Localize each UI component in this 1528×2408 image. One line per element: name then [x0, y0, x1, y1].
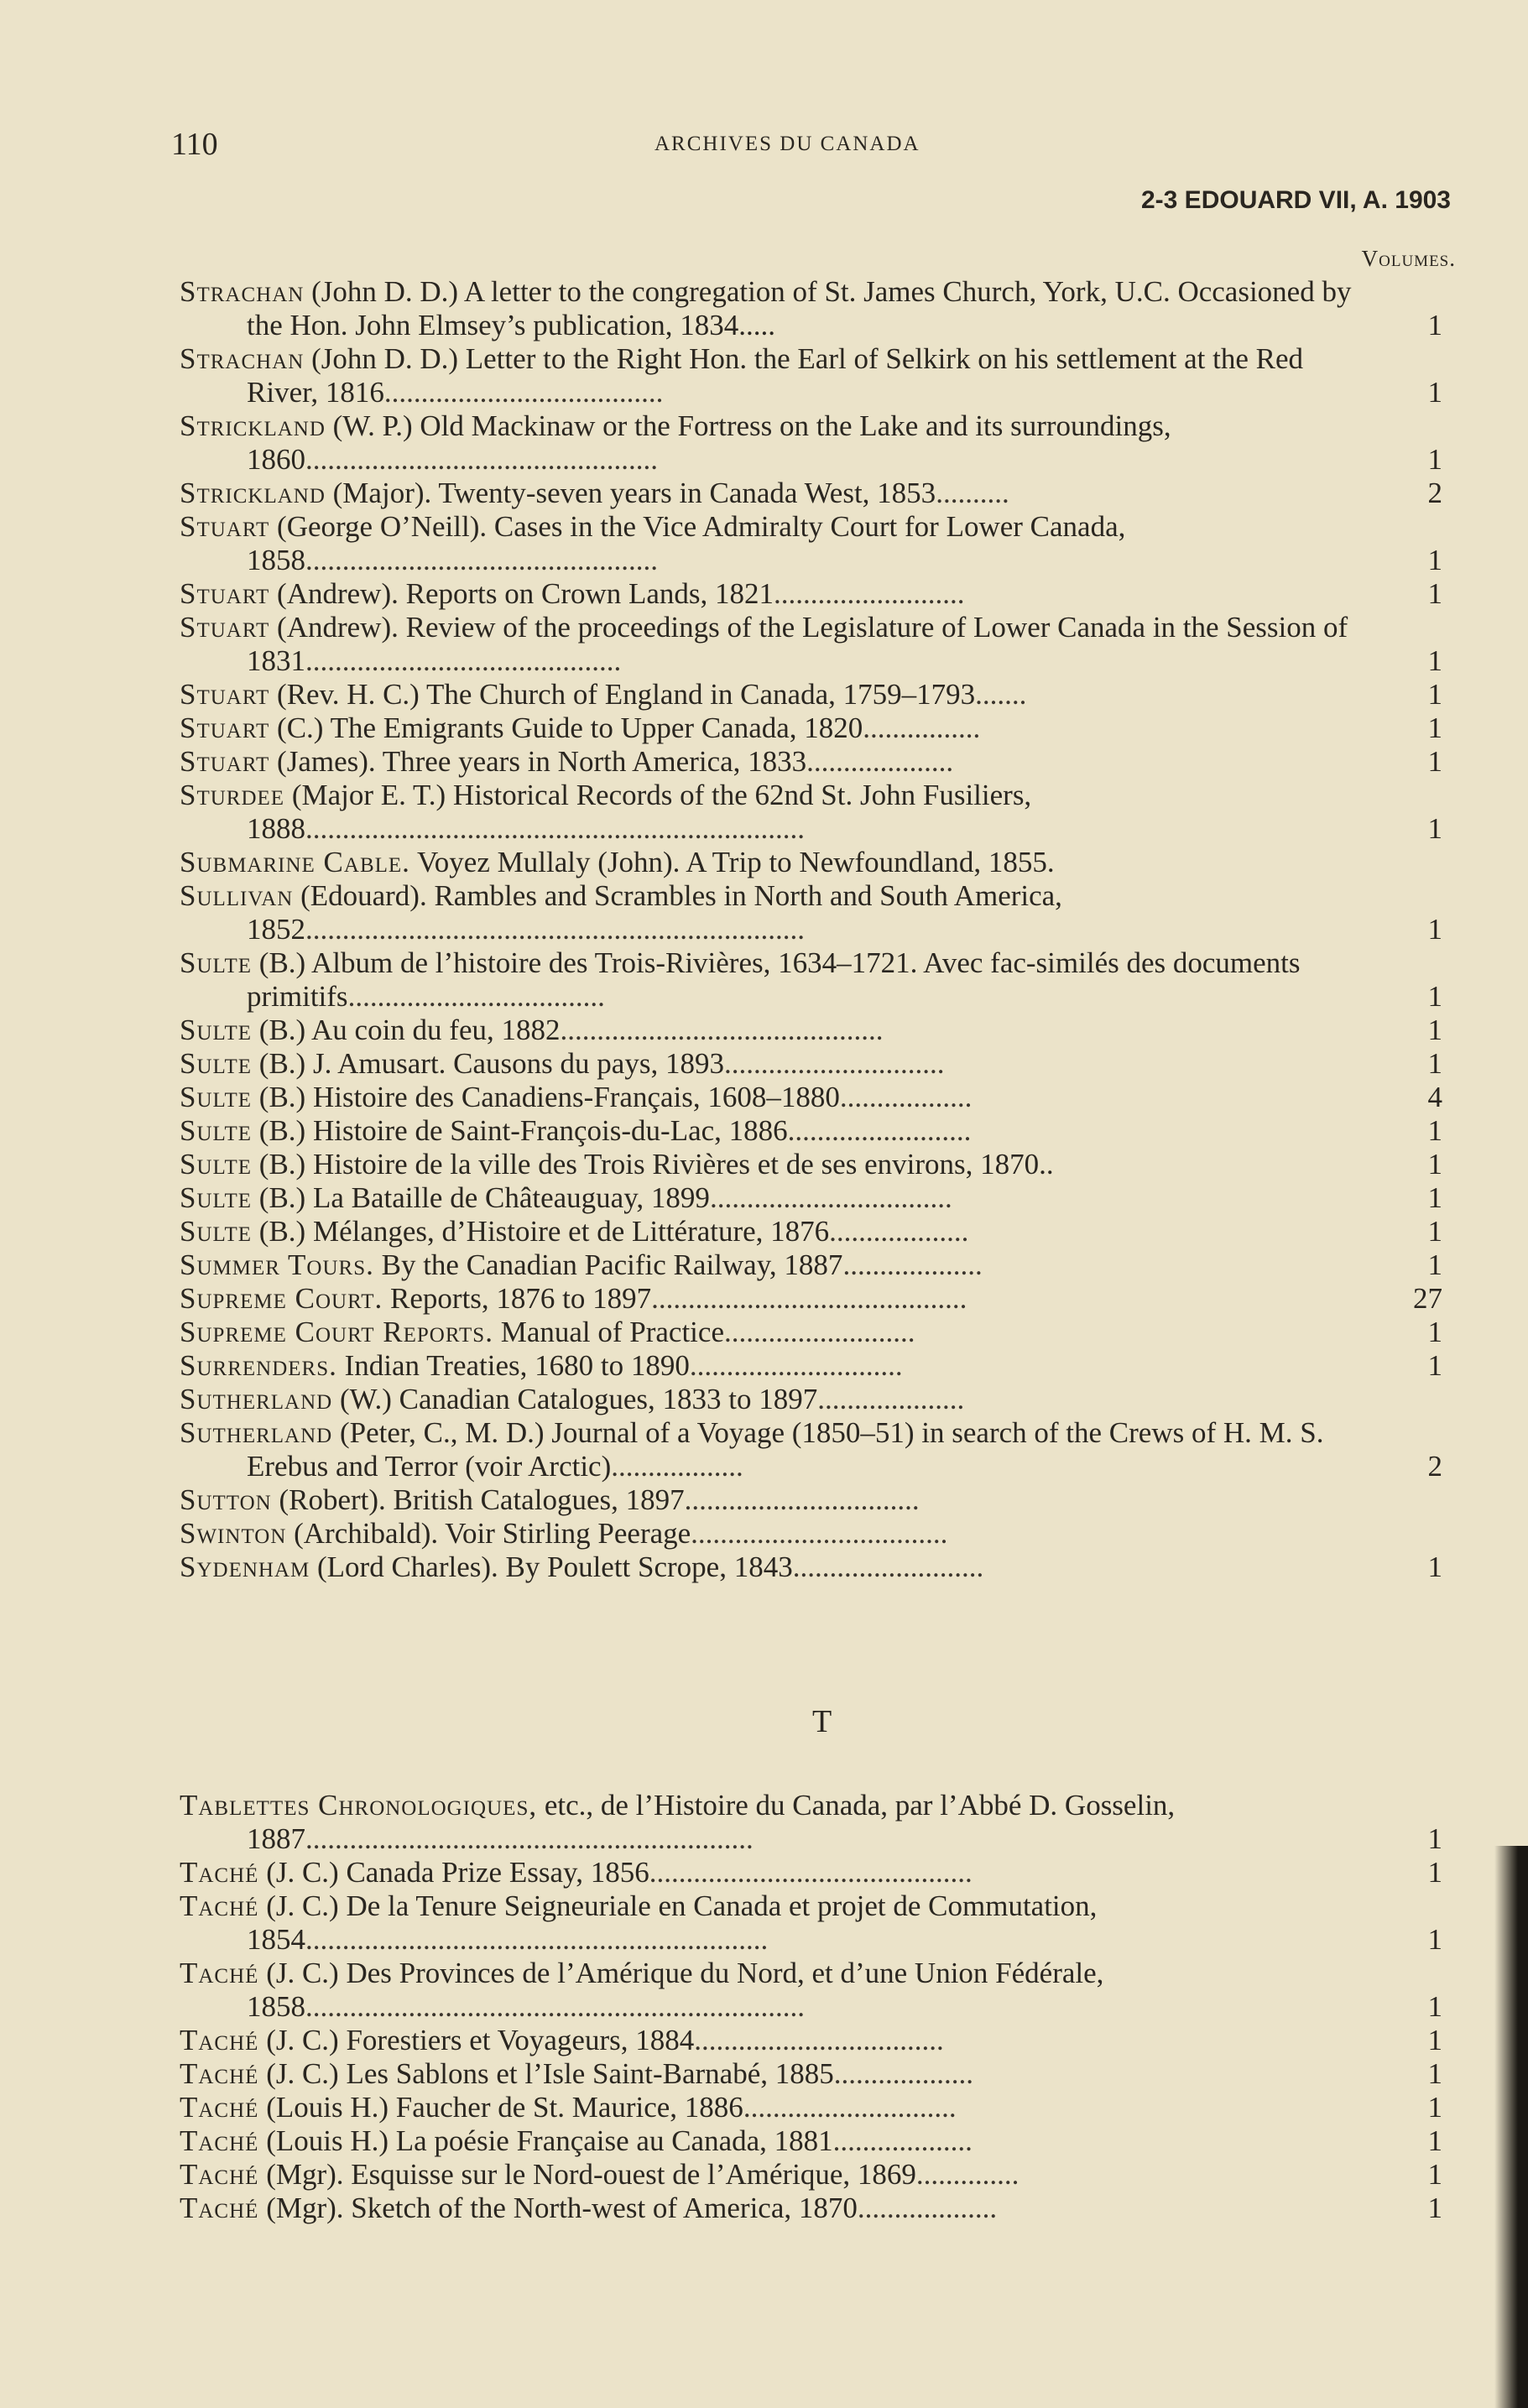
entry-heading: Sutton — [180, 1483, 272, 1516]
dot-leader: ....... — [975, 678, 1027, 711]
entry-heading: Taché — [180, 2192, 259, 2224]
entry-text — [180, 1014, 1379, 1047]
volume-count: 1 — [1427, 711, 1442, 744]
entry-heading: Taché — [180, 1856, 259, 1889]
entry-heading: Taché — [180, 2057, 259, 2090]
entry-text — [180, 1551, 1379, 1584]
catalogue-entry — [180, 879, 1442, 946]
entry-text — [180, 510, 1379, 577]
entry-text — [180, 678, 1379, 711]
entry-heading: Sullivan — [180, 879, 294, 912]
catalogue-entry — [180, 711, 1442, 745]
entry-heading: Supreme Court. — [180, 1282, 383, 1315]
catalogue-entry — [180, 1789, 1442, 1856]
volume-count: 1 — [1427, 812, 1442, 845]
entry-heading: Stuart — [180, 711, 270, 744]
volume-count: 1 — [1427, 2024, 1442, 2056]
entry-text — [180, 2091, 1379, 2124]
volume-count: 1 — [1427, 1114, 1442, 1147]
dot-leader: ................ — [863, 711, 981, 744]
volume-count: 1 — [1427, 1215, 1442, 1248]
catalogue-entry — [180, 1957, 1442, 2024]
dot-leader: ............................................................... — [305, 1923, 769, 1956]
catalogue-entry — [180, 2192, 1442, 2225]
entry-title: (J. C.) Forestiers et Voyageurs, 1884 — [258, 2024, 695, 2056]
entry-title: (Louis H.) La poésie Française au Canada, 1881 — [258, 2124, 833, 2157]
catalogue-entry — [180, 1483, 1438, 1517]
entry-title: (Edouard). Rambles and Scrambles in North and South America, 1852 — [247, 879, 1062, 946]
entry-heading: Sutherland — [180, 1383, 333, 1415]
entry-heading: Strickland — [180, 409, 326, 442]
entry-title: (John D. D.) A letter to the congregation of St. James Church, York, U.C. Occasioned by the Hon. John Elmsey’s publication, 1834..... — [247, 275, 1352, 341]
entry-text — [180, 1316, 1379, 1349]
dot-leader: ................... — [832, 2124, 973, 2157]
dot-leader: ............................. — [743, 2091, 957, 2124]
volume-count: 1 — [1427, 2158, 1442, 2191]
volume-count: 1 — [1427, 1316, 1442, 1348]
entry-text — [180, 577, 1379, 611]
entry-title: (Mgr). Sketch of the North-west of America, 1870 — [258, 2192, 858, 2224]
entry-text — [180, 2158, 1379, 2192]
entry-heading: Sulte — [180, 946, 253, 979]
entry-text — [180, 1282, 1379, 1316]
entry-heading: Taché — [180, 1957, 259, 1989]
entry-text — [180, 946, 1379, 1014]
entry-text — [180, 2124, 1379, 2158]
dot-leader: ................................... — [691, 1517, 948, 1550]
dot-leader: .................................. — [694, 2024, 944, 2056]
catalogue-entry — [180, 1416, 1442, 1483]
entry-title: (Andrew). Review of the proceedings of the Legislature of Lower Canada in the Session of 1831 — [247, 611, 1348, 677]
dot-leader: .................................................................... — [305, 1990, 805, 2023]
dot-leader: ................................................ — [305, 544, 658, 576]
entry-title: (Louis H.) Faucher de St. Maurice, 1886 — [258, 2091, 743, 2124]
page-edge-shadow — [1494, 1846, 1528, 2408]
entry-heading: Sulte — [180, 1148, 253, 1181]
dot-leader: ............................................ — [560, 1014, 884, 1046]
entry-heading: Taché — [180, 2124, 259, 2157]
entry-text — [180, 1248, 1379, 1282]
entry-heading: Swinton — [180, 1517, 287, 1550]
volume-count: 1 — [1427, 980, 1442, 1013]
dot-leader: ................... — [857, 2192, 998, 2224]
entry-text — [180, 2057, 1379, 2091]
entry-heading: Stuart — [180, 611, 270, 644]
entry-title: (Mgr). Esquisse sur le Nord-ouest de l’Amérique, 1869 — [258, 2158, 916, 2191]
volumes-column-heading: Volumes. — [1361, 246, 1456, 271]
dot-leader: .................. — [611, 1450, 743, 1483]
entry-text — [180, 2024, 1379, 2057]
entry-text — [180, 1349, 1379, 1383]
entry-heading: Strachan — [180, 275, 305, 308]
entry-heading: Sturdee — [180, 779, 285, 811]
catalogue-entry — [180, 1889, 1442, 1957]
entry-text — [180, 1114, 1379, 1148]
entry-title: (Robert). British Catalogues, 1897 — [271, 1483, 685, 1516]
dot-leader: ................................... — [347, 980, 605, 1013]
entry-text — [180, 275, 1379, 342]
entry-heading: Sulte — [180, 1014, 253, 1046]
volume-count: 1 — [1427, 1248, 1442, 1281]
dot-leader: .......................... — [774, 577, 965, 610]
entry-title: (Peter, C., M. D.) Journal of a Voyage (1850–51) in search of the Crews of H. M. S. Erebus and Terror (voir Arctic) — [247, 1416, 1324, 1483]
entry-title: etc., de l’Histoire du Canada, par l’Abbé D. Gosselin, 1887 — [247, 1789, 1176, 1855]
dot-leader: ................................................ — [305, 443, 658, 476]
volume-count: 1 — [1427, 2091, 1442, 2124]
entry-title: (B.) Histoire de Saint-François-du-Lac, 1886 — [252, 1114, 788, 1147]
dot-leader: .............. — [915, 2158, 1020, 2191]
catalogue-entry — [180, 745, 1442, 779]
entry-title: Manual of Practice — [493, 1316, 724, 1348]
dot-leader: ................................ — [684, 1483, 920, 1516]
entry-text — [180, 1856, 1379, 1889]
entry-text — [180, 1047, 1379, 1081]
dot-leader: .................... — [817, 1383, 965, 1415]
volume-count: 1 — [1427, 678, 1442, 711]
volume-count: 1 — [1427, 577, 1442, 610]
catalogue-entry — [180, 577, 1442, 611]
entry-heading: Taché — [180, 2158, 259, 2191]
catalogue-entry — [180, 2091, 1442, 2124]
entry-heading: Sulte — [180, 1081, 253, 1113]
entry-text — [180, 477, 1379, 510]
entry-heading: Tablettes Chronologiques, — [180, 1789, 538, 1822]
volume-count: 1 — [1427, 644, 1442, 677]
session-label: 2-3 EDOUARD VII, A. 1903 — [1140, 186, 1451, 214]
catalogue-entry — [180, 510, 1442, 577]
volume-count: 1 — [1427, 376, 1442, 409]
catalogue-entry — [180, 409, 1442, 477]
catalogue-entry — [180, 477, 1442, 510]
catalogue-entry — [180, 1014, 1442, 1047]
catalogue-entry — [180, 2158, 1442, 2192]
entry-title: (Andrew). Reports on Crown Lands, 1821 — [269, 577, 774, 610]
catalogue-entry — [180, 2057, 1442, 2091]
entry-text — [180, 611, 1379, 678]
dot-leader: .............................. — [723, 1047, 945, 1080]
entry-title: (J. C.) Les Sablons et l’Isle Saint-Barnabé, 1885 — [258, 2057, 834, 2090]
entry-text — [180, 342, 1379, 409]
entry-text — [180, 1957, 1379, 2024]
catalogue-entry — [180, 1282, 1442, 1316]
entry-heading: Supreme Court Reports. — [180, 1316, 493, 1348]
dot-leader: ................... — [842, 1248, 983, 1281]
entry-title: (Major). Twenty-seven years in Canada West, 1853 — [325, 477, 936, 509]
entries-t-list — [180, 1789, 1442, 2225]
entry-title: (B.) Mélanges, d’Histoire et de Littérature, 1876 — [252, 1215, 830, 1248]
entry-text — [180, 2192, 1379, 2225]
section-letter: T — [812, 1704, 832, 1739]
volume-count: 1 — [1427, 913, 1442, 946]
entry-title: Voyez Mullaly (John). A Trip to Newfoundland, 1855. — [409, 846, 1055, 878]
catalogue-entry — [180, 1215, 1442, 1248]
catalogue-entry — [180, 275, 1442, 342]
entry-title: (B.) Album de l’histoire des Trois-Rivières, 1634–1721. Avec fac-similés des documents primitifs — [247, 946, 1301, 1013]
entry-heading: Surrenders. — [180, 1349, 337, 1382]
volume-count: 2 — [1427, 477, 1442, 509]
entry-title: (B.) Histoire de la ville des Trois Rivières et de ses environs, 1870.. — [252, 1148, 1054, 1181]
entry-title: (J. C.) Canada Prize Essay, 1856 — [258, 1856, 649, 1889]
catalogue-entry — [180, 779, 1442, 846]
catalogue-entry — [180, 611, 1442, 678]
entry-heading: Taché — [180, 2091, 259, 2124]
dot-leader: .................................................................... — [305, 913, 805, 946]
entry-title: (B.) Au coin du feu, 1882 — [252, 1014, 561, 1046]
dot-leader: .......... — [936, 477, 1009, 509]
entry-heading: Sulte — [180, 1215, 253, 1248]
entry-title: (J. C.) Des Provinces de l’Amérique du Nord, et d’une Union Fédérale, 1858 — [247, 1957, 1104, 2023]
dot-leader: .................... — [806, 745, 954, 778]
entry-title: (B.) Histoire des Canadiens-Français, 1608–1880 — [252, 1081, 840, 1113]
catalogue-entry — [180, 1856, 1442, 1889]
entries-s-list — [180, 275, 1442, 1584]
entry-text — [180, 846, 1379, 879]
volume-count: 1 — [1427, 1923, 1442, 1956]
entry-title: (Archibald). Voir Stirling Peerage — [286, 1517, 691, 1550]
entry-heading: Sulte — [180, 1181, 253, 1214]
page-number: 110 — [171, 127, 218, 162]
entry-heading: Strickland — [180, 477, 326, 509]
entry-heading: Taché — [180, 1889, 259, 1922]
entry-title: (W. P.) Old Mackinaw or the Fortress on the Lake and its surroundings, 1860 — [247, 409, 1171, 476]
entry-text — [180, 1383, 1379, 1416]
entry-title: (James). Three years in North America, 1833 — [269, 745, 807, 778]
entry-heading: Submarine Cable. — [180, 846, 410, 878]
catalogue-entry — [180, 342, 1442, 409]
catalogue-entry — [180, 2124, 1442, 2158]
entry-heading: Sulte — [180, 1114, 253, 1147]
volume-count: 2 — [1427, 1450, 1442, 1483]
entry-title: (Rev. H. C.) The Church of England in Canada, 1759–1793 — [269, 678, 976, 711]
volume-count: 1 — [1427, 1990, 1442, 2023]
volume-count: 1 — [1427, 1047, 1442, 1080]
dot-leader: ............................. — [689, 1349, 903, 1382]
entry-heading: Sydenham — [180, 1551, 310, 1583]
entry-heading: Stuart — [180, 745, 270, 778]
catalogue-entry — [180, 1517, 1438, 1551]
dot-leader: ................................. — [709, 1181, 952, 1214]
entry-text — [180, 1789, 1379, 1856]
entry-text — [180, 1081, 1379, 1114]
entry-title: (Lord Charles). By Poulett Scrope, 1843 — [310, 1551, 793, 1583]
entry-heading: Strachan — [180, 342, 305, 375]
entry-text — [180, 1889, 1379, 1957]
catalogue-entry — [180, 1551, 1442, 1584]
dot-leader: .......................... — [792, 1551, 984, 1583]
volume-count: 1 — [1427, 1349, 1442, 1382]
dot-leader: ............................................................. — [305, 1822, 754, 1855]
dot-leader: .................. — [839, 1081, 973, 1113]
entry-text — [180, 1416, 1379, 1483]
volume-count: 1 — [1427, 2124, 1442, 2157]
entry-text — [180, 1483, 1379, 1517]
dot-leader: ......................... — [787, 1114, 972, 1147]
catalogue-entry — [180, 1383, 1438, 1416]
volume-count: 27 — [1413, 1282, 1442, 1315]
entry-title: (C.) The Emigrants Guide to Upper Canada, 1820 — [269, 711, 863, 744]
volume-count: 1 — [1427, 1551, 1442, 1583]
catalogue-entry — [180, 846, 1438, 879]
dot-leader: ........................................... — [651, 1282, 967, 1315]
volume-count: 1 — [1427, 309, 1442, 341]
volume-count: 1 — [1427, 2192, 1442, 2224]
catalogue-entry — [180, 1047, 1442, 1081]
entry-title: By the Canadian Pacific Railway, 1887 — [373, 1248, 843, 1281]
entry-text — [180, 745, 1379, 779]
entry-title: (B.) La Bataille de Châteauguay, 1899 — [252, 1181, 710, 1214]
catalogue-entry — [180, 1114, 1442, 1148]
dot-leader: ...................................... — [383, 376, 664, 409]
volume-count: 1 — [1427, 745, 1442, 778]
running-title: ARCHIVES DU CANADA — [654, 133, 920, 155]
catalogue-entry — [180, 1316, 1442, 1349]
entry-heading: Stuart — [180, 678, 270, 711]
volume-count: 1 — [1427, 1822, 1442, 1855]
entry-text — [180, 1215, 1379, 1248]
entry-title: (George O’Neill). Cases in the Vice Admiralty Court for Lower Canada, 1858 — [247, 510, 1126, 576]
entry-heading: Stuart — [180, 577, 270, 610]
entry-heading: Sutherland — [180, 1416, 333, 1449]
volume-count: 4 — [1427, 1081, 1442, 1113]
catalogue-entry — [180, 1248, 1442, 1282]
entry-text — [180, 879, 1379, 946]
entry-text — [180, 1181, 1379, 1215]
volume-count: 1 — [1427, 2057, 1442, 2090]
entry-title: (John D. D.) Letter to the Right Hon. the Earl of Selkirk on his settlement at the Red River, 1816 — [247, 342, 1304, 409]
entry-title: Indian Treaties, 1680 to 1890 — [336, 1349, 690, 1382]
catalogue-entry — [180, 946, 1442, 1014]
dot-leader: ................... — [829, 1215, 969, 1248]
catalogue-entry — [180, 2024, 1442, 2057]
entry-title: Reports, 1876 to 1897 — [383, 1282, 652, 1315]
volume-count: 1 — [1427, 544, 1442, 576]
entry-heading: Taché — [180, 2024, 259, 2056]
catalogue-entry — [180, 1081, 1442, 1114]
dot-leader: .................................................................... — [305, 812, 805, 845]
dot-leader: ........................................... — [305, 644, 622, 677]
volume-count: 1 — [1427, 1856, 1442, 1889]
volume-count: 1 — [1427, 1014, 1442, 1046]
entry-title: (W.) Canadian Catalogues, 1833 to 1897 — [332, 1383, 818, 1415]
catalogue-entry — [180, 678, 1442, 711]
entry-heading: Stuart — [180, 510, 270, 543]
catalogue-entry — [180, 1148, 1442, 1181]
dot-leader: .......................... — [723, 1316, 915, 1348]
catalogue-entry — [180, 1181, 1442, 1215]
entry-heading: Summer Tours. — [180, 1248, 374, 1281]
catalogue-entry — [180, 1349, 1442, 1383]
entry-text — [180, 711, 1379, 745]
dot-leader: ............................................ — [649, 1856, 973, 1889]
entry-text — [180, 409, 1379, 477]
dot-leader: ................... — [833, 2057, 973, 2090]
entry-heading: Sulte — [180, 1047, 253, 1080]
entry-text — [180, 779, 1379, 846]
volume-count: 1 — [1427, 1181, 1442, 1214]
entry-title: (B.) J. Amusart. Causons du pays, 1893 — [252, 1047, 724, 1080]
entry-title: (Major E. T.) Historical Records of the 62nd St. John Fusiliers, 1888 — [247, 779, 1032, 845]
volume-count: 1 — [1427, 1148, 1442, 1181]
entry-text — [180, 1517, 1379, 1551]
entry-title: (J. C.) De la Tenure Seigneuriale en Canada et projet de Commutation, 1854 — [247, 1889, 1098, 1956]
volume-count: 1 — [1427, 443, 1442, 476]
entry-text — [180, 1148, 1379, 1181]
